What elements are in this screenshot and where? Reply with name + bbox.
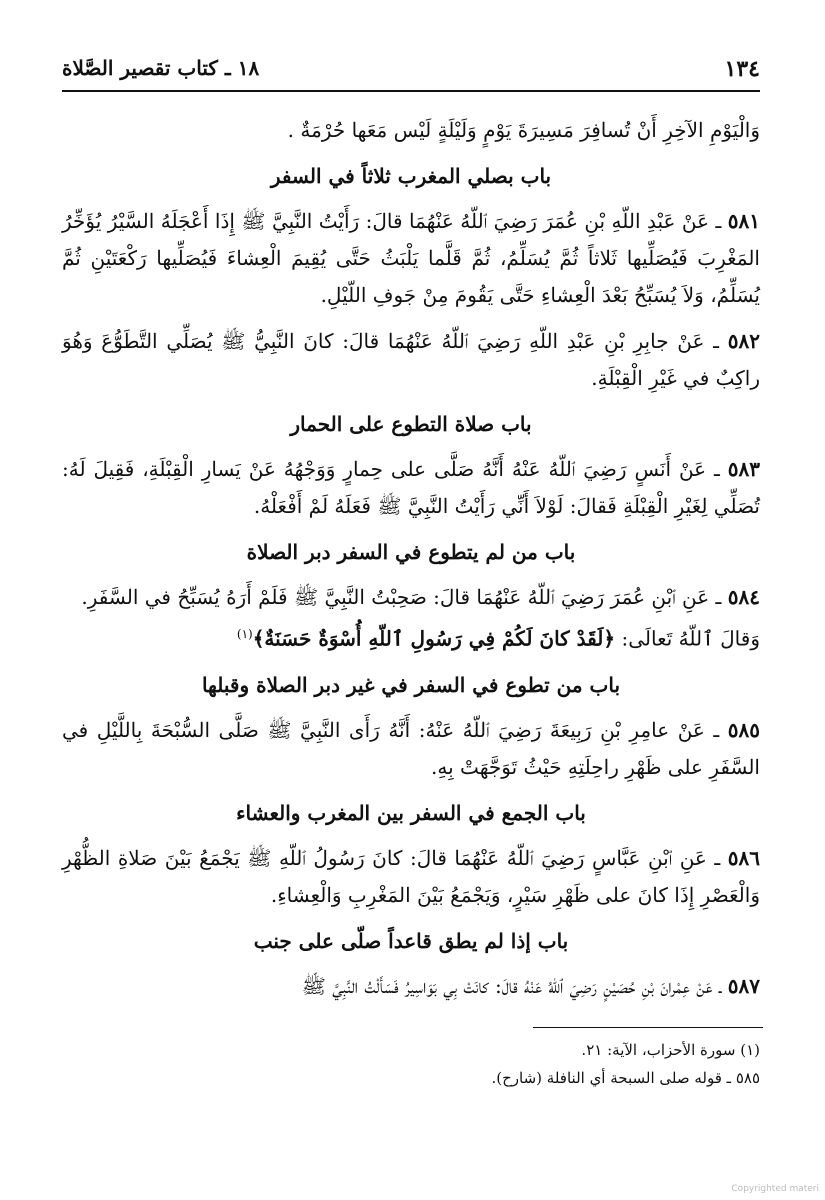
hadith-text: ـ عَنْ عَبْدِ اللّهِ بْنِ عُمَرَ رَضِيَ ٱللّهُ عَنْهُمَا قالَ: رَأَيْتُ النَّبِيَّ ﷺ إِذَا أَعْجَلَهُ السَّيْرُ يُؤَخِّرُ المَغْرِبَ فَيُصَلِّيها ثَلاثاً ثُمَّ يُسَلِّمُ، ثُمَّ قَلَّما يَلْبَثُ حَتَّى يُقِيمَ الْعِشاءَ فَيُصَلِّيها رَكْعَتَيْنِ ثُمَّ يُسَلِّمُ، وَلاَ يُسَبِّحُ بَعْدَ الْعِشاءِ حَتَّى يَقُومَ مِنْ جَوفِ اللّيْلِ. bbox=[62, 209, 760, 307]
hadith-paragraph bbox=[62, 451, 760, 525]
continuation-text: وَقالَ ٱللّهُ تَعالَى: bbox=[621, 626, 760, 651]
hadith-number: ٥٨٤ bbox=[727, 585, 760, 609]
page-header bbox=[62, 50, 760, 90]
chapter-title: ١٨ ـ كتاب تقصير الصَّلاة bbox=[62, 56, 260, 80]
hadith-text: ـ عَنِ ٱبْنِ عُمَرَ رَضِيَ ٱللّهُ عَنْهُمَا قالَ: صَحِبْتُ النَّبِيَّ ﷺ فَلَمْ أَرَهُ يُسَبِّحُ في السَّفَرِ. bbox=[81, 585, 722, 609]
section-heading: باب من لم يتطوع في السفر دبر الصلاة bbox=[246, 540, 576, 564]
page-body bbox=[62, 112, 760, 1014]
hadith-paragraph bbox=[62, 840, 760, 914]
intro-paragraph: وَالْيَوْمِ الآخِرِ أَنْ تُسافِرَ مَسِيرَةَ يَوْمٍ وَلَيْلَةٍ لَيْس مَعَها حُرْمَةٌ . bbox=[287, 118, 760, 142]
hadith-number: ٥٨٣ bbox=[727, 457, 760, 481]
hadith-text: ـ عَنْ عامِرِ بْنِ رَبِيعَةَ رَضِيَ ٱللّهُ عَنْهُ: أَنَّهُ رَأَى النَّبِيَّ ﷺ صَلَّى السُّبْحَةَ بِاللَّيْلِ في السَّفَرِ على ظَهْرِ راحِلَتِهِ حَيْثُ تَوَجَّهَتْ بِهِ. bbox=[62, 717, 760, 779]
hadith-text: ـ عَنِ ٱبْنِ عَبَّاسٍ رَضِيَ ٱللّهُ عَنْهُمَا قالَ: كانَ رَسُولُ ٱللّهِ ﷺ يَجْمَعُ بَيْنَ صَلاةِ الظُّهْرِ وَالْعَصْرِ إِذَا كانَ على ظَهْرِ سَيْرٍ، وَيَجْمَعُ بَيْنَ المَغْرِبِ وَالْعِشاءِ. bbox=[62, 845, 760, 907]
copyright-watermark: Copyrighted materi bbox=[731, 1184, 819, 1194]
hadith-text: ـ عَنْ أَنَسٍ رَضِيَ ٱللّهُ عَنْهُ أَنَّهُ صَلَّى على حِمارٍ وَوَجْهُهُ عَنْ يَسارِ الْقِبْلَةِ، فَقِيلَ لَهُ: تُصَلِّي لِغَيْرِ الْقِبْلَةِ فَقالَ: لَوْلاَ أَنِّي رَأَيْتُ النَّبِيَّ ﷺ فَعَلَهُ لَمْ أَفْعَلْهُ. bbox=[62, 457, 760, 518]
hadith-number: ٥٨٢ bbox=[727, 329, 761, 353]
footnote-divider bbox=[533, 1027, 763, 1028]
footnote-line: (١) سورة الأحزاب، الآية: ٢١. bbox=[581, 1041, 760, 1059]
footnotes bbox=[62, 1036, 760, 1092]
section-heading: باب الجمع في السفر بين المغرب والعشاء bbox=[236, 800, 586, 825]
section-heading: باب إذا لم يطق قاعداً صلّى على جنب bbox=[253, 928, 569, 953]
footnote-reference[interactable]: (١) bbox=[236, 627, 253, 641]
quran-verse: ﴿لَقَدْ كانَ لَكُمْ فِي رَسُولِ ٱللّهِ أُسْوَةٌ حَسَنَةٌ﴾ bbox=[252, 626, 616, 651]
hadith-text: ـ عَنْ عِمْرانَ بْنِ حُصَيْنٍ رَضِيَ ٱللّهُ عَنْهُ قالَ: كانَتْ بِي بَوَاسِيرُ فَسَأَلْتُ النَّبِيَّ ﷺ bbox=[301, 973, 722, 998]
section-heading: باب بصلي المغرب ثلاثاً في السفر bbox=[270, 164, 552, 188]
hadith-paragraph bbox=[62, 323, 760, 397]
section-heading: باب صلاة التطوع على الحمار bbox=[290, 412, 532, 436]
section-heading: باب من تطوع في السفر في غير دبر الصلاة وقبلها bbox=[201, 672, 621, 697]
hadith-paragraph bbox=[62, 579, 760, 658]
hadith-paragraph bbox=[62, 203, 760, 314]
hadith-number: ٥٨٦ bbox=[727, 845, 760, 870]
hadith-paragraph bbox=[62, 712, 760, 786]
hadith-number: ٥٨٧ bbox=[727, 973, 760, 998]
page-number: ١٣٤ bbox=[724, 56, 760, 82]
hadith-number: ٥٨٥ bbox=[727, 717, 761, 742]
hadith-text: ـ عَنْ جابِرِ بْنِ عَبْدِ اللّهِ رَضِيَ ٱللّهُ عَنْهُمَا قالَ: كانَ النَّبِيُّ ﷺ يُصَلِّي التَّطَوُّعَ وَهُوَ راكِبٌ في غَيْرِ الْقِبْلَةِ. bbox=[62, 329, 760, 390]
header-divider bbox=[62, 90, 760, 92]
footnote-line: ٥٨٥ ـ قوله صلى السبحة أي النافلة (شارح). bbox=[491, 1069, 760, 1087]
hadith-paragraph bbox=[62, 968, 760, 1005]
hadith-number: ٥٨١ bbox=[727, 209, 760, 233]
